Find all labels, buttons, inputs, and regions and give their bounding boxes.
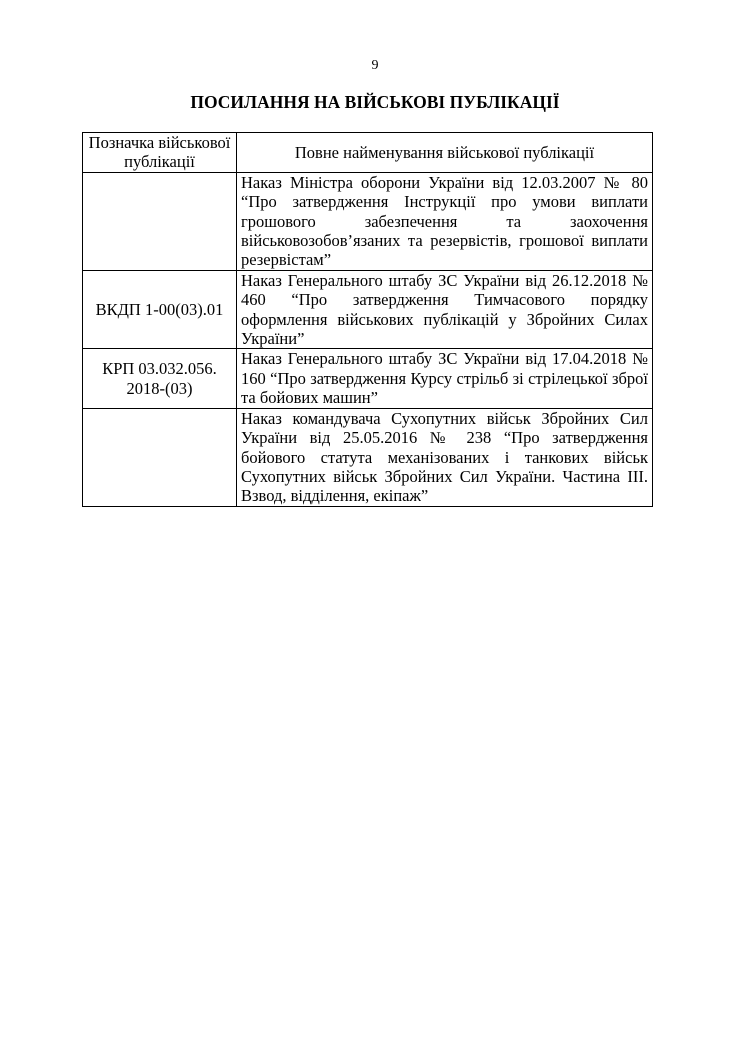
publication-name: Наказ Генерального штабу ЗС України від 17.04.2018 № 160 “Про затвердження Курсу стрільб зі стрілецької зброї та бойових машин” <box>237 349 653 408</box>
table-row <box>83 172 653 270</box>
publication-name: Наказ Генерального штабу ЗС України від 26.12.2018 № 460 “Про затвердження Тимчасового порядку оформлення військових публікацій у Збройних Силах України” <box>237 270 653 349</box>
page-number: 9 <box>371 58 379 73</box>
publication-code <box>83 408 237 506</box>
publications-table <box>82 132 653 507</box>
header-full-name: Повне найменування військової публікації <box>237 133 653 173</box>
publication-code <box>83 172 237 270</box>
table-row <box>83 270 653 349</box>
publication-name: Наказ командувача Сухопутних військ Збройних Сил України від 25.05.2016 № 238 “Про затвердження бойового статута механізованих і танкових військ Сухопутних військ Збройних Сил України. Частина ІІІ. Взвод, відділення, екіпаж” <box>237 408 653 506</box>
publication-code: ВКДП 1-00(03).01 <box>83 270 237 349</box>
publication-code: КРП 03.032.056. 2018-(03) <box>83 349 237 408</box>
page-title: ПОСИЛАННЯ НА ВІЙСЬКОВІ ПУБЛІКАЦІЇ <box>190 92 560 112</box>
table-header-row <box>83 133 653 173</box>
publication-name: Наказ Міністра оборони України від 12.03.2007 № 80 “Про затвердження Інструкції про умови виплати грошового забезпечення та заохочення військовозобов’язаних та резервістів, грошової виплати резервістам” <box>237 172 653 270</box>
header-designation: Позначка військової публікації <box>83 133 237 173</box>
table-row <box>83 349 653 408</box>
table-row <box>83 408 653 506</box>
